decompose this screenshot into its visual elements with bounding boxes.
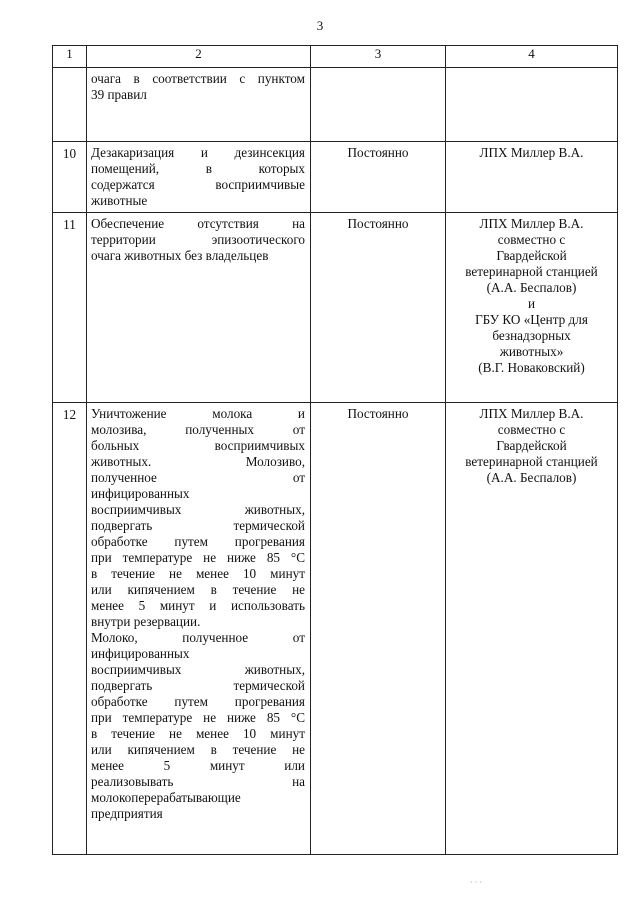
measure-line: менее 5 минут или bbox=[91, 758, 305, 773]
responsible-line: животных» bbox=[499, 344, 564, 359]
responsible-line: Гвардейской bbox=[496, 248, 567, 263]
header-col-3: 3 bbox=[311, 46, 446, 68]
responsible-line: (А.А. Беспалов) bbox=[486, 470, 577, 485]
measure-line: 39 правил bbox=[91, 87, 147, 102]
period-cell: Постоянно bbox=[311, 403, 446, 855]
row-number: 10 bbox=[53, 142, 87, 213]
table-header-row bbox=[53, 46, 618, 68]
measure-line: инфицированных bbox=[91, 646, 190, 661]
scan-speck: · · · bbox=[470, 878, 482, 887]
measure-line: в течение не менее 10 минут bbox=[91, 566, 305, 581]
measure-line: в течение не менее 10 минут bbox=[91, 726, 305, 741]
measure-line: обработке путем прогревания bbox=[91, 694, 305, 709]
row-number: 11 bbox=[53, 213, 87, 403]
responsible-line: (А.А. Беспалов) bbox=[486, 280, 577, 295]
responsible-line: ЛПХ Миллер В.А. bbox=[479, 216, 584, 231]
table-row bbox=[53, 403, 618, 855]
measure-line: молозива, полученных от bbox=[91, 422, 305, 437]
measure-cell bbox=[87, 403, 311, 855]
table-row bbox=[53, 213, 618, 403]
measure-line: внутри резервации. bbox=[91, 614, 201, 629]
measures-table bbox=[52, 45, 618, 855]
measure-line: Уничтожение молока и bbox=[91, 406, 305, 421]
measure-line: очага в соответствии с пунктом bbox=[91, 71, 305, 86]
measure-line: реализовывать на bbox=[91, 774, 305, 789]
measure-line: молокоперерабатывающие bbox=[91, 790, 241, 805]
responsible-line: ветеринарной станцией bbox=[465, 454, 598, 469]
measure-line: содержатся восприимчивые bbox=[91, 177, 305, 192]
page-number: 3 bbox=[316, 18, 324, 33]
measure-line: очага животных без владельцев bbox=[91, 248, 269, 263]
responsible-line: безнадзорных bbox=[492, 328, 571, 343]
measure-line: животные bbox=[91, 193, 148, 208]
measure-line: при температуре не ниже 85 °С bbox=[91, 550, 305, 565]
measure-line: Обеспечение отсутствия на bbox=[91, 216, 305, 231]
measure-line: Дезакаризация и дезинсекция bbox=[91, 145, 305, 160]
measure-line: восприимчивых животных, bbox=[91, 502, 305, 517]
measure-line: при температуре не ниже 85 °С bbox=[91, 710, 305, 725]
header-col-4: 4 bbox=[446, 46, 618, 68]
responsible-line: совместно с bbox=[497, 232, 566, 247]
period-cell: Постоянно bbox=[311, 213, 446, 403]
measure-line: восприимчивых животных, bbox=[91, 662, 305, 677]
measure-line: подвергать термической bbox=[91, 678, 305, 693]
measure-line: территории эпизоотического bbox=[91, 232, 305, 247]
responsible-cell bbox=[446, 213, 618, 403]
measure-line: больных восприимчивых bbox=[91, 438, 305, 453]
measure-cell bbox=[87, 68, 311, 142]
period-cell: Постоянно bbox=[311, 142, 446, 213]
responsible-line: ветеринарной станцией bbox=[465, 264, 598, 279]
responsible-line: (В.Г. Новаковский) bbox=[478, 360, 585, 375]
responsible-line: Гвардейской bbox=[496, 438, 567, 453]
measure-line: или кипячением в течение не bbox=[91, 582, 305, 597]
row-number: 12 bbox=[53, 403, 87, 855]
measure-line: помещений, в которых bbox=[91, 161, 305, 176]
responsible-line: совместно с bbox=[497, 422, 566, 437]
measure-line: Молоко, полученное от bbox=[91, 630, 305, 645]
responsible-cell bbox=[446, 142, 618, 213]
table-row bbox=[53, 68, 618, 142]
responsible-cell bbox=[446, 68, 618, 142]
responsible-line: ЛПХ Миллер В.А. bbox=[479, 145, 584, 160]
row-number bbox=[53, 68, 87, 142]
measure-line: подвергать термической bbox=[91, 518, 305, 533]
measure-cell bbox=[87, 142, 311, 213]
period-cell bbox=[311, 68, 446, 142]
header-col-2: 2 bbox=[87, 46, 311, 68]
measure-line: менее 5 минут и использовать bbox=[91, 598, 305, 613]
responsible-line: и bbox=[527, 296, 536, 311]
measure-line: животных. Молозиво, bbox=[91, 454, 305, 469]
responsible-line: ГБУ КО «Центр для bbox=[475, 312, 588, 327]
responsible-line: ЛПХ Миллер В.А. bbox=[479, 406, 584, 421]
measure-cell bbox=[87, 213, 311, 403]
responsible-cell bbox=[446, 403, 618, 855]
measure-line: предприятия bbox=[91, 806, 163, 821]
header-col-1: 1 bbox=[53, 46, 87, 68]
measure-line: обработке путем прогревания bbox=[91, 534, 305, 549]
measure-line: инфицированных bbox=[91, 486, 190, 501]
table-row bbox=[53, 142, 618, 213]
measure-line: полученное от bbox=[91, 470, 305, 485]
measure-line: или кипячением в течение не bbox=[91, 742, 305, 757]
